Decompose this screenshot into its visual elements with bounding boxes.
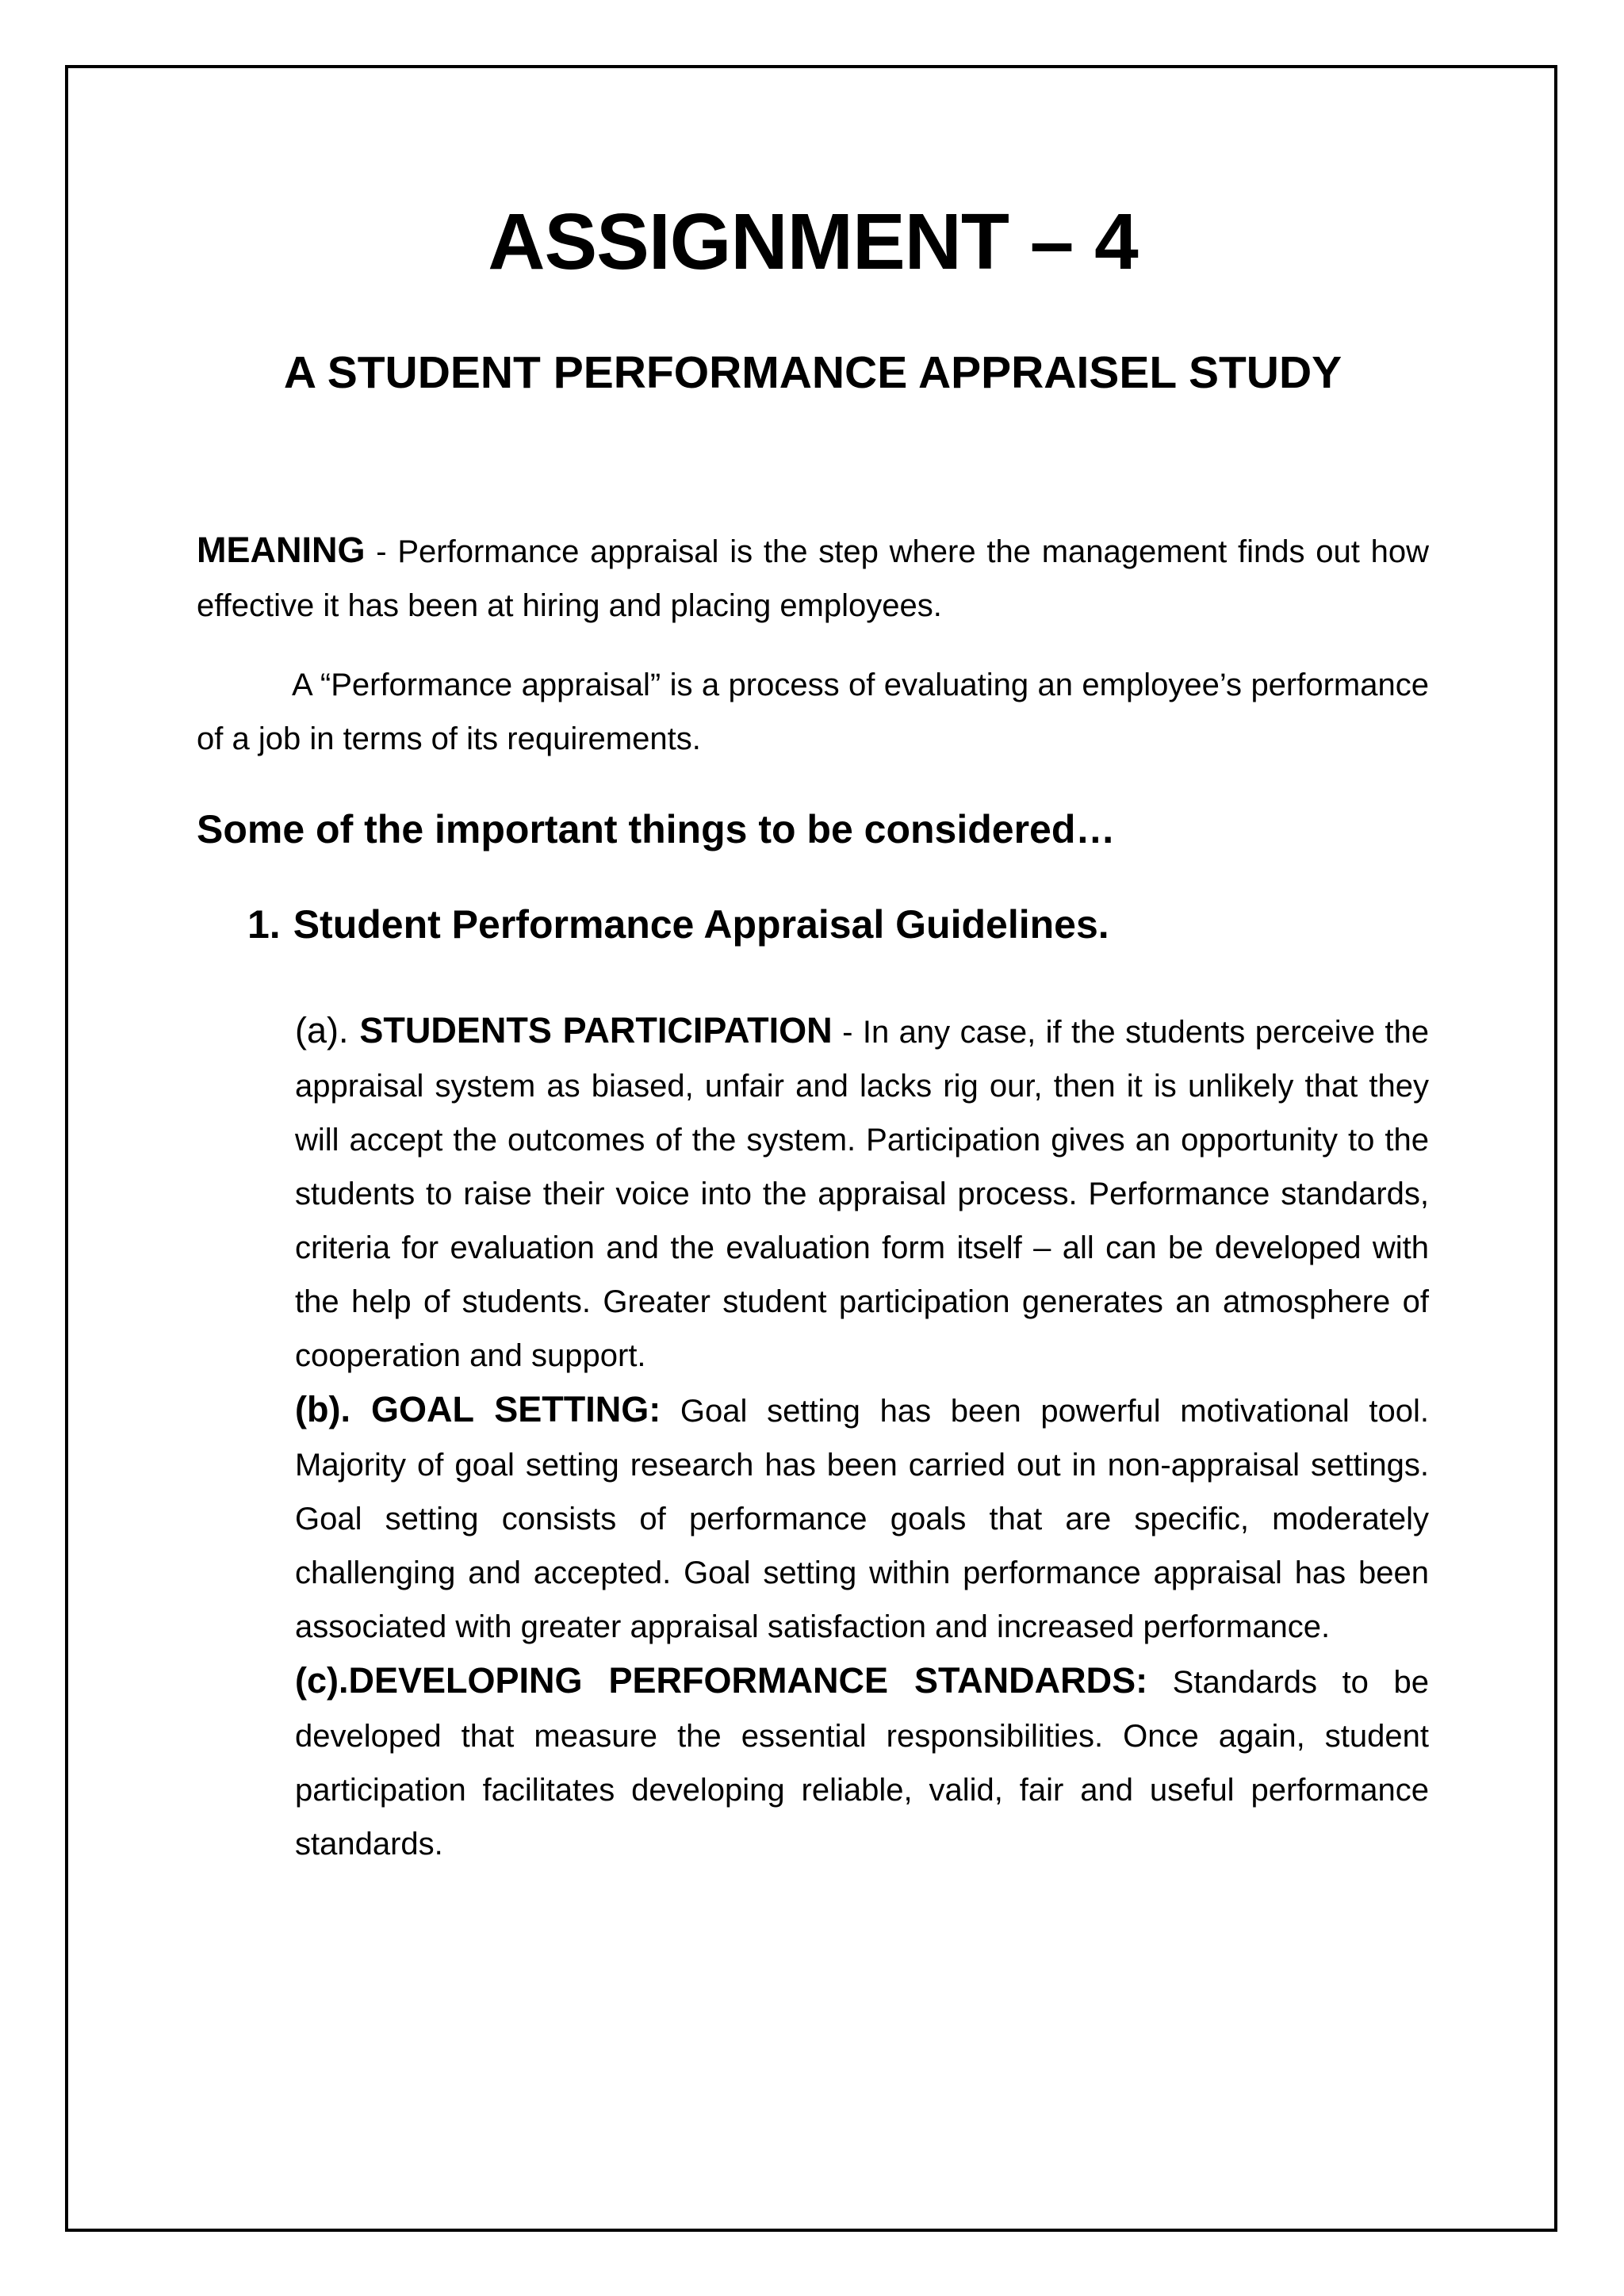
- definition-paragraph: A “Performance appraisal” is a process of evaluating an employee’s performance of a job in terms of its requirements.: [197, 668, 1429, 756]
- document-title: ASSIGNMENT – 4: [488, 197, 1138, 286]
- meaning-label: MEANING: [197, 530, 366, 570]
- document-body: [197, 190, 1429, 1871]
- meaning-text: - Performance appraisal is the step where the management finds out how effective it has been at hiring and placing employees.: [197, 534, 1429, 623]
- subsection-students-participation: [295, 1004, 1429, 1383]
- document-subtitle: A STUDENT PERFORMANCE APPRAISEL STUDY: [283, 347, 1342, 398]
- subsection-prefix: (a).: [295, 1010, 360, 1050]
- subsection-text: Standards to be developed that measure the essential responsibilities. Once again, student participation facilitates developing reliable, valid, fair and useful performance standards.: [295, 1665, 1429, 1862]
- subsection-goal-setting: [295, 1383, 1429, 1654]
- subsection-text: Goal setting has been powerful motivational tool. Majority of goal setting research has been carried out in non-appraisal settings. Goal setting consists of performance goals that are specific, moderately challenging and accepted. Goal setting within performance appraisal has been associated with greater appraisal satisfaction and increased performance.: [295, 1394, 1429, 1644]
- subsection-text: - In any case, if the students perceive the appraisal system as biased, unfair and lacks rig our, then it is unlikely that they will accept the outcomes of the system. Participation gives an opportunity to the students to raise their voice into the appraisal process. Performance standards, criteria for evaluation and the evaluation form itself – all can be developed with the help of students. Greater student participation generates an atmosphere of cooperation and support.: [295, 1015, 1429, 1373]
- subsection-label: (c).DEVELOPING PERFORMANCE STANDARDS:: [295, 1660, 1148, 1701]
- subsection-label: (b). GOAL SETTING:: [295, 1389, 661, 1429]
- guideline-subsections: [295, 1004, 1429, 1871]
- guideline-title: Student Performance Appraisal Guidelines.: [293, 902, 1109, 947]
- section-heading: Some of the important things to be considered…: [197, 807, 1116, 851]
- guideline-number: 1.: [247, 902, 281, 947]
- meaning-paragraph: [197, 523, 1429, 633]
- subsection-performance-standards: [295, 1654, 1429, 1871]
- subsection-label: STUDENTS PARTICIPATION: [359, 1010, 833, 1050]
- guideline-heading: [247, 893, 1429, 956]
